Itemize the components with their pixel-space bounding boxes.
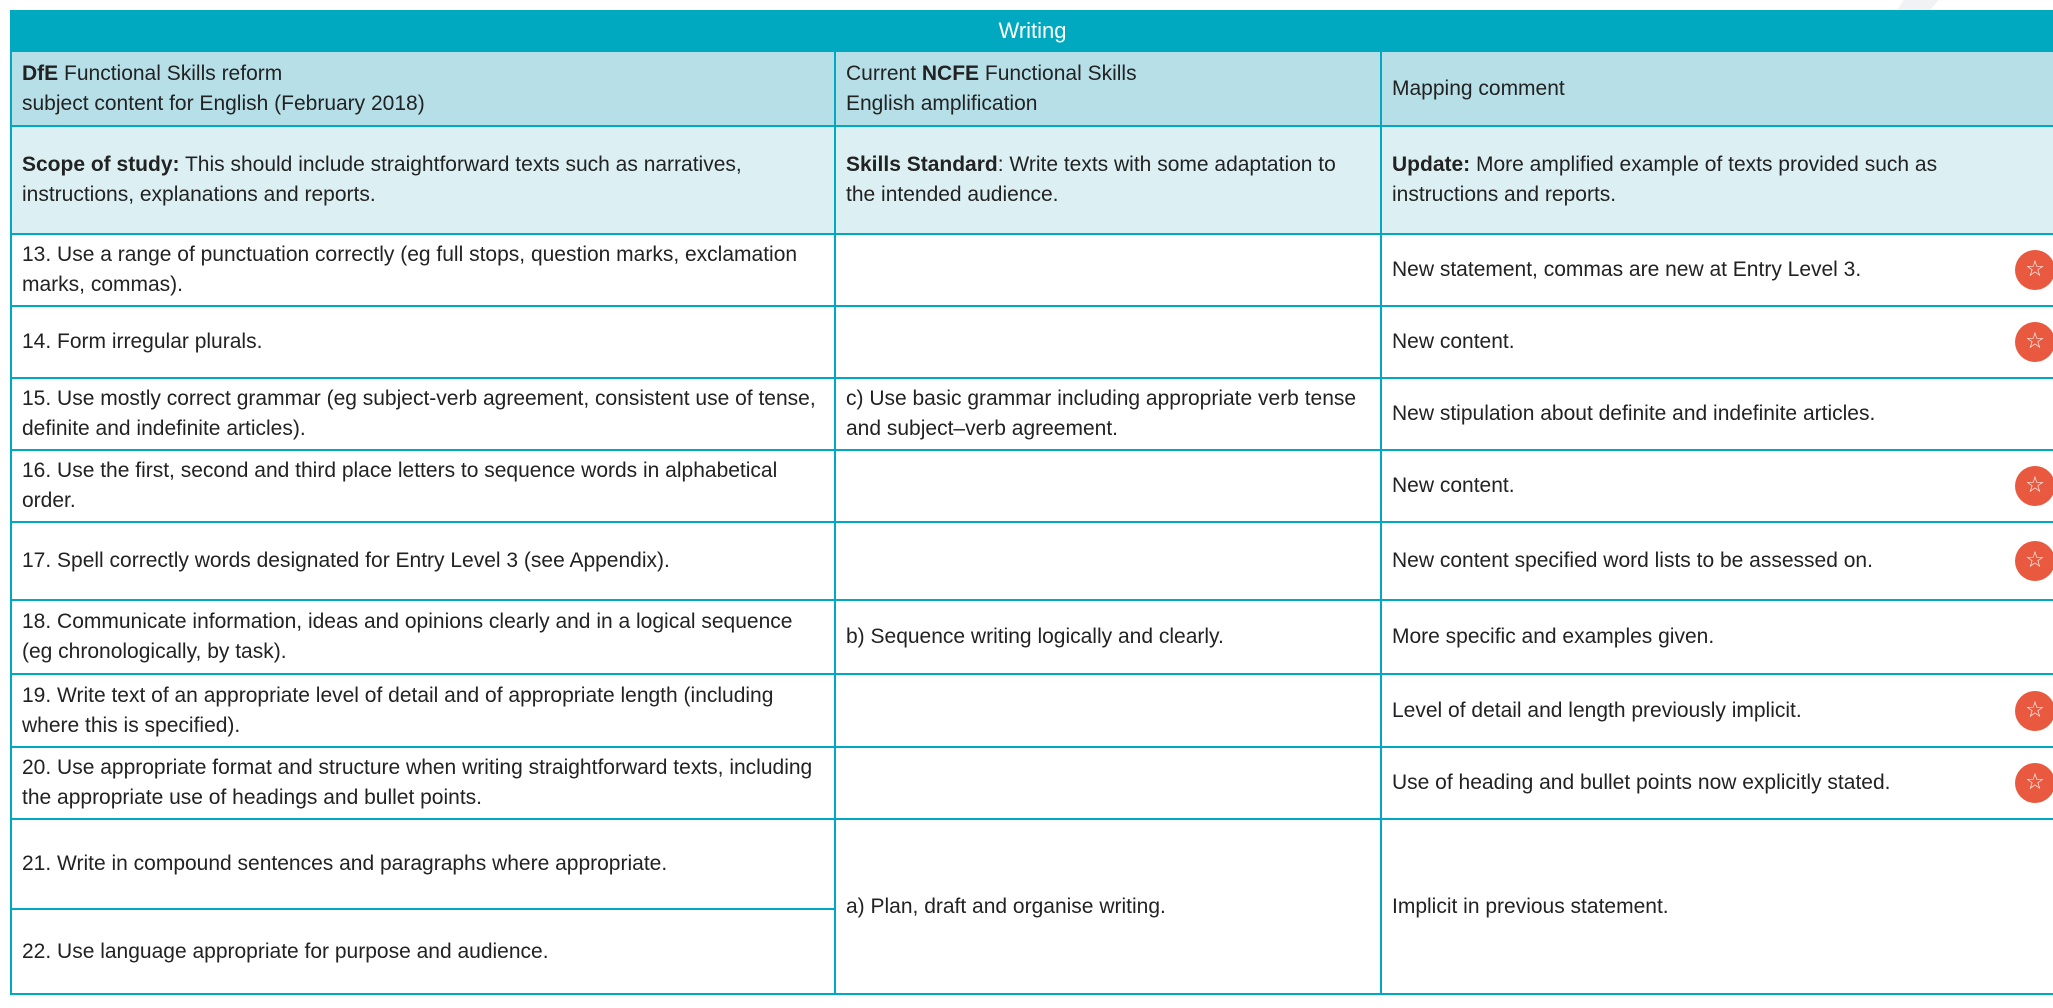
cell-dfe: 14. Form irregular plurals. bbox=[11, 306, 835, 378]
cell-dfe: 13. Use a range of punctuation correctly (eg full stops, question marks, exclamation marks, commas). bbox=[11, 234, 835, 306]
scope-ncfe bbox=[835, 126, 1381, 234]
comment-text: Use of heading and bullet points now explicitly stated. bbox=[1392, 771, 1891, 794]
table-row bbox=[11, 674, 2053, 747]
scope-ncfe-text: : Write texts with some adaptation to the intended audience. bbox=[846, 153, 1336, 206]
comment-text: New content specified word lists to be assessed on. bbox=[1392, 549, 1873, 572]
cell-ncfe bbox=[835, 234, 1381, 306]
comment-text: More specific and examples given. bbox=[1392, 625, 1715, 648]
cell-ncfe: c) Use basic grammar including appropriate verb tense and subject–verb agreement. bbox=[835, 378, 1381, 450]
header-ncfe-pre: Current bbox=[846, 61, 922, 85]
comment-text: New statement, commas are new at Entry Level 3. bbox=[1392, 258, 1862, 281]
cell-comment bbox=[1381, 522, 2053, 600]
cell-dfe: 21. Write in compound sentences and paragraphs where appropriate. bbox=[11, 819, 835, 909]
cell-dfe: 15. Use mostly correct grammar (eg subject-verb agreement, consistent use of tense, definite and indefinite articles). bbox=[11, 378, 835, 450]
statement-rows bbox=[11, 234, 2053, 819]
header-ncfe-line2: English amplification bbox=[846, 91, 1038, 115]
cell-ncfe bbox=[835, 674, 1381, 747]
header-ncfe-line1: Functional Skills bbox=[979, 61, 1137, 85]
scope-comment-bold: Update: bbox=[1392, 153, 1471, 176]
cell-dfe: 17. Spell correctly words designated for Entry Level 3 (see Appendix). bbox=[11, 522, 835, 600]
header-dfe-line1: Functional Skills reform bbox=[58, 61, 283, 85]
cell-comment bbox=[1381, 234, 2053, 306]
scope-ncfe-bold: Skills Standard bbox=[846, 153, 998, 176]
table-row bbox=[11, 747, 2053, 819]
header-dfe-bold: DfE bbox=[22, 61, 59, 85]
cell-dfe: 20. Use appropriate format and structure when writing straightforward texts, including the appropriate use of headings and bullet points. bbox=[11, 747, 835, 819]
scope-comment-text: More amplified example of texts provided such as instructions and reports. bbox=[1392, 153, 1938, 206]
star-icon: ☆ bbox=[2015, 541, 2053, 581]
header-dfe bbox=[11, 51, 835, 126]
star-icon: ☆ bbox=[2015, 322, 2053, 362]
table-row bbox=[11, 378, 2053, 450]
cell-dfe: 19. Write text of an appropriate level of detail and of appropriate length (including where this is specified). bbox=[11, 674, 835, 747]
cell-comment bbox=[1381, 674, 2053, 747]
table-row bbox=[11, 306, 2053, 378]
header-ncfe bbox=[835, 51, 1381, 126]
header-comment: Mapping comment bbox=[1381, 51, 2053, 126]
cell-comment-merged: Implicit in previous statement. bbox=[1381, 819, 2053, 994]
star-icon: ☆ bbox=[2015, 691, 2053, 731]
cell-ncfe bbox=[835, 450, 1381, 522]
scope-dfe-bold: Scope of study: bbox=[22, 153, 180, 176]
cell-dfe: 22. Use language appropriate for purpose and audience. bbox=[11, 909, 835, 994]
table-row bbox=[11, 234, 2053, 306]
header-ncfe-bold: NCFE bbox=[921, 61, 980, 85]
scope-dfe bbox=[11, 126, 835, 234]
cell-ncfe-merged: a) Plan, draft and organise writing. bbox=[835, 819, 1381, 994]
header-dfe-line2: subject content for English (February 2018) bbox=[22, 91, 425, 115]
cell-ncfe: b) Sequence writing logically and clearly. bbox=[835, 600, 1381, 674]
mapping-table bbox=[10, 10, 2053, 995]
comment-text: Level of detail and length previously implicit. bbox=[1392, 698, 1802, 722]
cell-comment bbox=[1381, 600, 2053, 674]
table-row bbox=[11, 600, 2053, 674]
star-icon: ☆ bbox=[2015, 466, 2053, 506]
cell-comment bbox=[1381, 378, 2053, 450]
cell-dfe: 18. Communicate information, ideas and opinions clearly and in a logical sequence (eg chronologically, by task). bbox=[11, 600, 835, 674]
cell-ncfe bbox=[835, 306, 1381, 378]
star-icon: ☆ bbox=[2015, 250, 2053, 290]
cell-comment bbox=[1381, 306, 2053, 378]
star-icon: ☆ bbox=[2015, 763, 2053, 803]
cell-comment bbox=[1381, 450, 2053, 522]
table-row bbox=[11, 522, 2053, 600]
table-title: Writing bbox=[11, 11, 2053, 51]
scope-row bbox=[11, 126, 2053, 234]
comment-text: New content. bbox=[1392, 474, 1515, 497]
scope-dfe-text: This should include straightforward texts such as narratives, instructions, explanations and reports. bbox=[22, 153, 742, 206]
cell-ncfe bbox=[835, 747, 1381, 819]
table-row bbox=[11, 819, 2053, 909]
cell-ncfe bbox=[835, 522, 1381, 600]
cell-comment bbox=[1381, 747, 2053, 819]
scope-comment bbox=[1381, 126, 2053, 234]
table-row bbox=[11, 450, 2053, 522]
comment-text: New stipulation about definite and indefinite articles. bbox=[1392, 402, 1876, 425]
column-headers bbox=[11, 51, 2053, 126]
comment-text: New content. bbox=[1392, 330, 1515, 353]
cell-dfe: 16. Use the first, second and third place letters to sequence words in alphabetical order. bbox=[11, 450, 835, 522]
